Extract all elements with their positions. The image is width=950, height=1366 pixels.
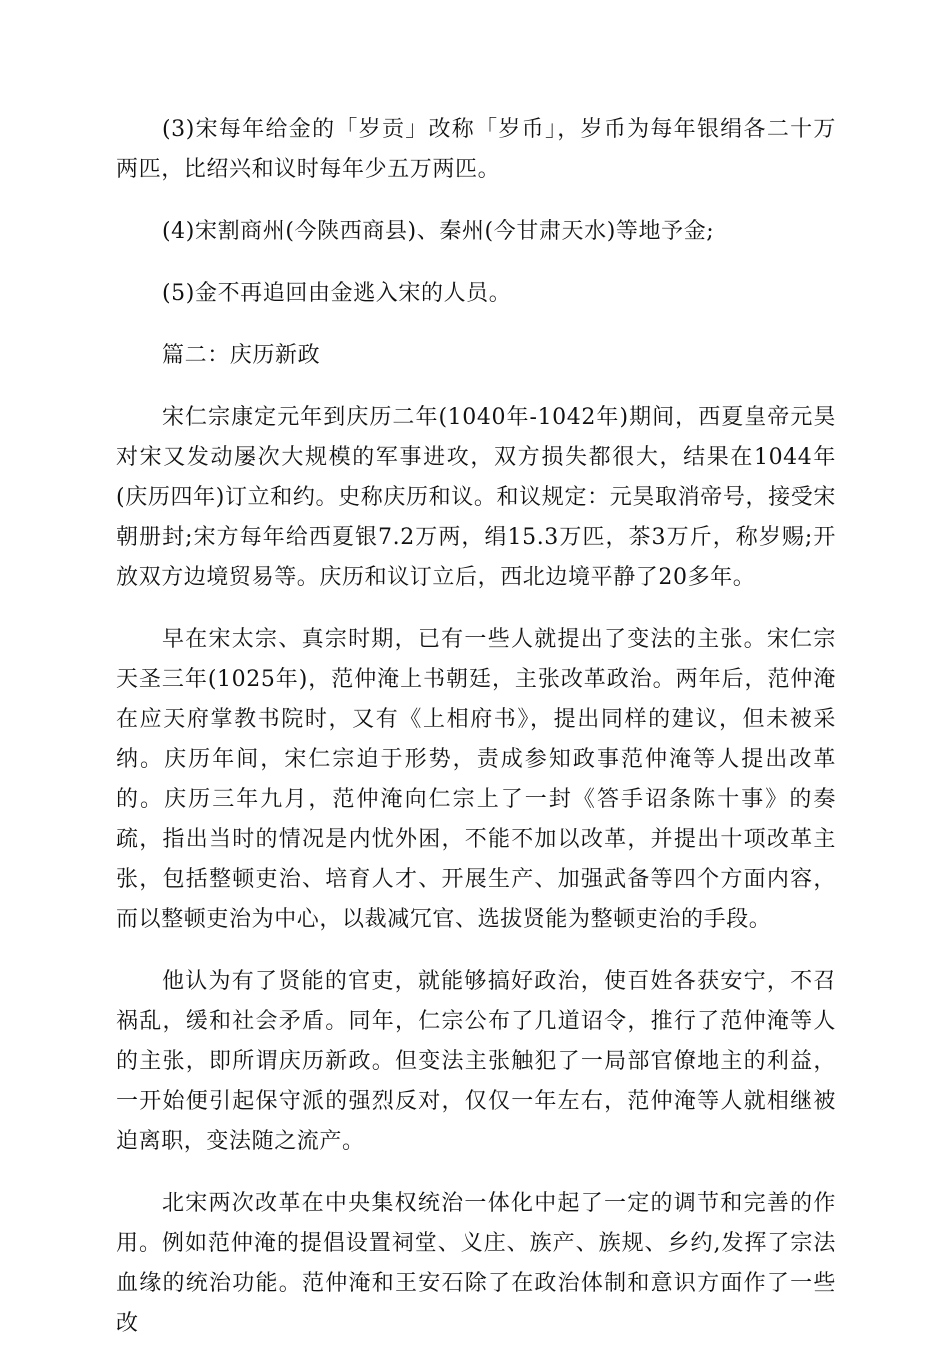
paragraph-reform-effects: 北宋两次改革在中央集权统治一体化中起了一定的调节和完善的作用。例如范仲淹的提倡设置祠堂、义庄、族产、族规、乡约,发挥了宗法血缘的统治功能。范仲淹和王安石除了在政治体制和意识方面作了一些改 (116, 1191, 836, 1336)
paragraph-item-3: (3)宋每年给金的「岁贡」改称「岁币」，岁币为每年银绢各二十万两匹，比绍兴和议时每年少五万两匹。 (116, 117, 836, 182)
paragraph-reform-proposal: 早在宋太宗、真宗时期，已有一些人就提出了变法的主张。宋仁宗天圣三年(1025年)，范仲淹上书朝廷，主张改革政治。两年后，范仲淹在应天府掌教书院时，又有《上相府书》，提出同样的建议，但未被采纳。庆历年间，宋仁宗迫于形势，责成参知政事范仲淹等人提出改革的。庆历三年九月，范仲淹向仁宗上了一封《答手诏条陈十事》的奏疏，指出当时的情况是内忧外困，不能不加以改革，并提出十项改革主张，包括整顿吏治、培育人才、开展生产、加强武备等四个方面内容，而以整顿吏治为中心，以裁减冗官、选拔贤能为整顿吏治的手段。 (116, 627, 836, 932)
document-body (116, 110, 836, 1366)
section-heading: 篇二：庆历新政 (162, 343, 321, 368)
paragraph-qingli-peace: 宋仁宗康定元年到庆历二年(1040年-1042年)期间，西夏皇帝元昊对宋又发动屡次大规模的军事进攻，双方损失都很大，结果在1044年(庆历四年)订立和约。史称庆历和议。和议规定：元昊取消帝号，接受宋朝册封;宋方每年给西夏银7.2万两，绢15.3万匹，茶3万斤，称岁赐;开放双方边境贸易等。庆历和议订立后，西北边境平静了20多年。 (116, 405, 836, 590)
paragraph-item-4: (4)宋割商州(今陕西商县)、秦州(今甘肃天水)等地予金; (162, 219, 715, 244)
paragraph-reform-outcome: 他认为有了贤能的官吏，就能够搞好政治，使百姓各获安宁，不召祸乱，缓和社会矛盾。同年，仁宗公布了几道诏令，推行了范仲淹等人的主张，即所谓庆历新政。但变法主张触犯了一局部官僚地主的利益，一开始便引起保守派的强烈反对，仅仅一年左右，范仲淹等人就相继被迫离职，变法随之流产。 (116, 969, 836, 1154)
paragraph-item-5: (5)金不再追回由金逃入宋的人员。 (162, 281, 512, 306)
